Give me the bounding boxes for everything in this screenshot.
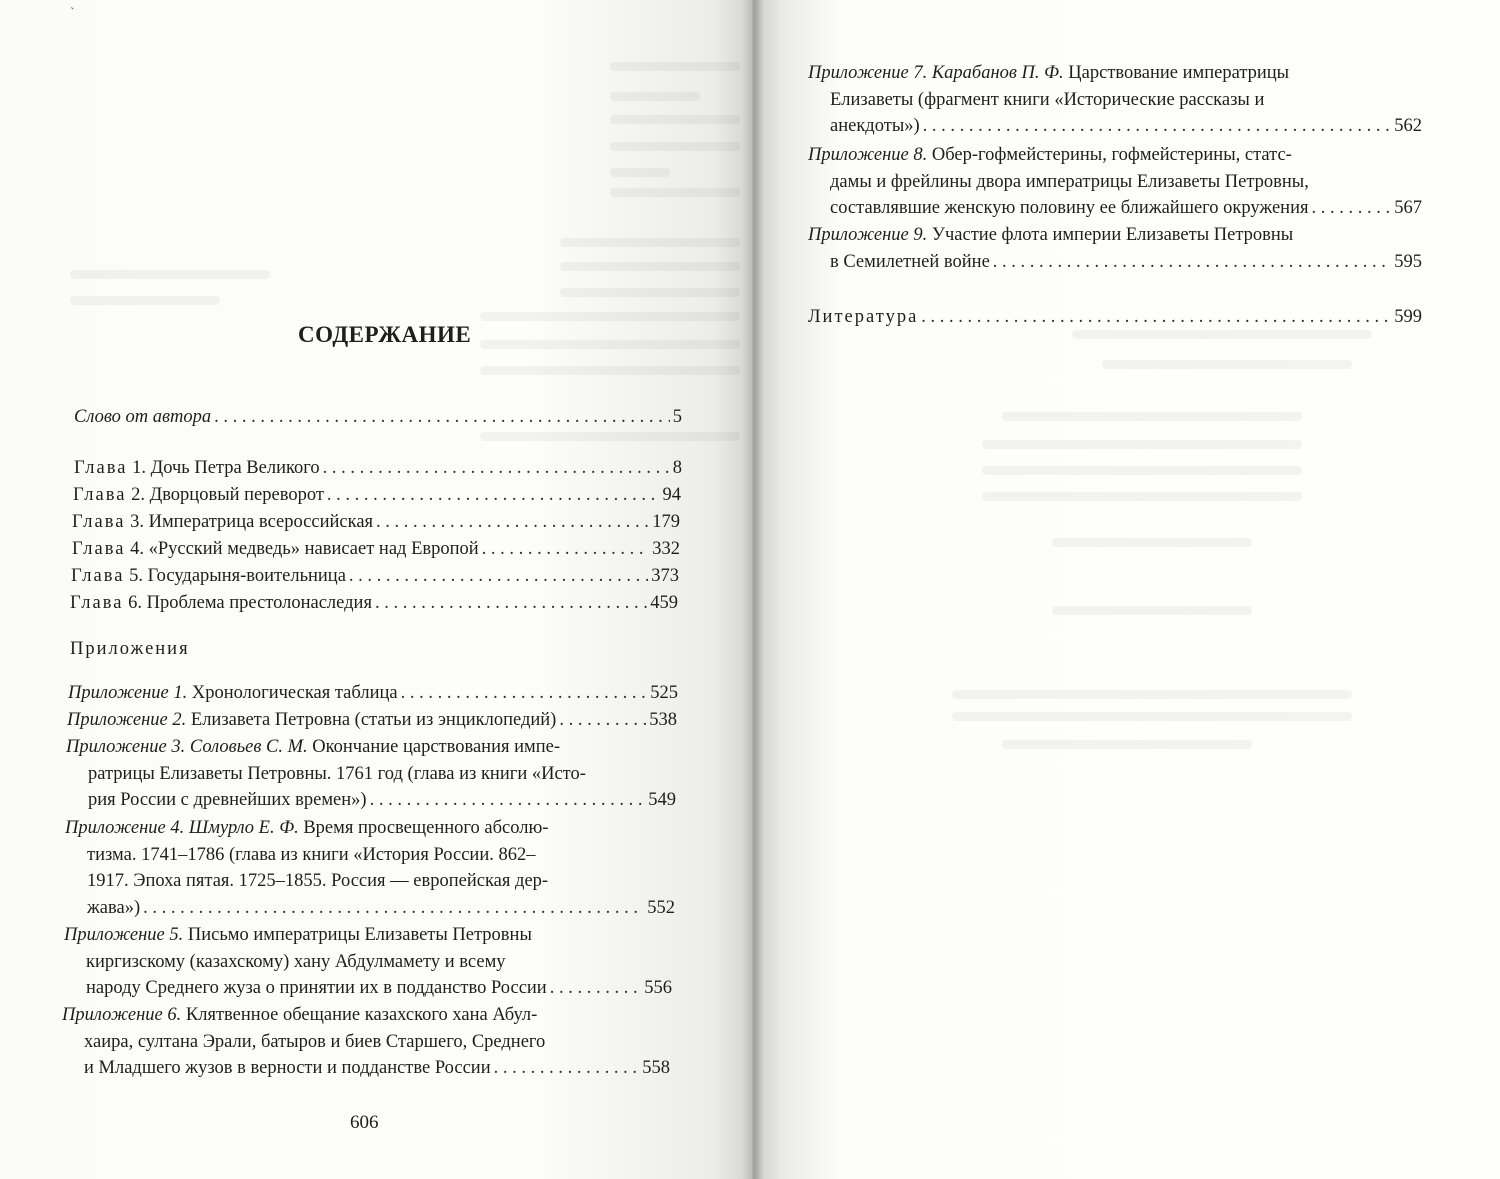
appendix-title-line: Царствование императрицы <box>1068 63 1290 83</box>
appendix-title-line: Клятвенное обещание казахского хана Абул- <box>185 1005 538 1025</box>
toc-entry-appendix-9[interactable] <box>808 222 1422 275</box>
leader-dots <box>323 455 670 482</box>
toc-entry-appendix-6[interactable] <box>62 1002 670 1082</box>
toc-entry-appendix-1[interactable] <box>68 680 678 707</box>
appendix-title: Елизавета Петровна (статьи из энциклопедий) <box>190 710 557 730</box>
toc-entry-page: 558 <box>642 1058 670 1079</box>
leader-dots <box>376 509 649 536</box>
chapter-title: Проблема престолонаследия <box>146 593 372 613</box>
toc-entry-page: 332 <box>652 539 680 559</box>
toc-entry-appendix-3[interactable] <box>66 734 676 814</box>
toc-title: СОДЕРЖАНИЕ <box>298 322 472 347</box>
chapter-number: 1. <box>132 458 146 478</box>
appendix-label: Приложение 6. <box>62 1005 182 1025</box>
chapter-label: Глава <box>72 539 126 559</box>
toc-entry-title: Литература <box>808 307 919 327</box>
toc-entry-page: 459 <box>650 593 678 613</box>
appendix-title-line: Письмо императрицы Елизаветы Петровны <box>187 925 532 945</box>
appendix-title-line: анекдоты») <box>830 116 920 137</box>
toc-entry-foreword[interactable] <box>74 404 682 431</box>
toc-entry-page: 562 <box>1394 116 1422 137</box>
chapter-title: «Русский медведь» нависает над Европой <box>148 539 479 559</box>
appendix-title-line: хаира, султана Эрали, батыров и биев Старшего, Среднего <box>84 1031 546 1052</box>
appendix-title-line: Елизаветы (фрагмент книги «Исторические рассказы и <box>830 89 1265 110</box>
leader-dots <box>327 482 660 509</box>
chapter-label: Глава <box>72 512 126 532</box>
toc-entry-page: 179 <box>652 512 680 532</box>
leader-dots <box>375 590 647 617</box>
appendix-title: Хронологическая таблица <box>191 683 398 703</box>
leader-dots <box>1311 195 1391 222</box>
appendix-title-line: в Семилетней войне <box>830 251 990 272</box>
leader-dots <box>993 249 1391 276</box>
appendix-label: Приложение 2. <box>67 710 187 730</box>
appendix-title-line: дамы и фрейлины двора императрицы Елизаветы Петровны, <box>830 171 1309 192</box>
leader-dots <box>349 563 648 590</box>
leader-dots <box>550 975 642 1002</box>
appendix-title-line: Обер-гофмейстерины, гофмейстерины, статс- <box>931 145 1292 165</box>
chapter-title: Государыня-воительница <box>147 566 346 586</box>
chapter-number: 3. <box>130 512 144 532</box>
appendix-label: Приложение 9. <box>808 225 928 245</box>
toc-entry-appendix-5[interactable] <box>64 922 672 1002</box>
appendix-title-line: Участие флота империи Елизаветы Петровны <box>931 225 1294 245</box>
toc-entry-page: 8 <box>672 458 682 478</box>
toc-entry-page: 595 <box>1394 251 1422 272</box>
appendix-title-line: киргизскому (казахскому) хану Абдулмамету и всему <box>86 951 506 972</box>
leader-dots <box>214 404 670 431</box>
appendix-title-line: жава») <box>87 898 141 919</box>
toc-entry-chapter-1[interactable] <box>74 455 682 482</box>
toc-entry-page: 567 <box>1394 198 1422 219</box>
leader-dots <box>923 113 1392 140</box>
appendices-heading: Приложения <box>70 639 190 659</box>
leader-dots <box>559 707 646 734</box>
toc-entry-page: 5 <box>672 407 682 427</box>
appendix-label: Приложение 1. <box>68 683 188 703</box>
leader-dots <box>143 895 644 922</box>
appendix-label: Приложение 8. <box>808 145 928 165</box>
appendix-title-line: 1917. Эпоха пятая. 1725–1855. Россия — европейская дер- <box>87 871 549 892</box>
toc-entry-page: 556 <box>644 978 672 999</box>
chapter-number: 6. <box>128 593 142 613</box>
toc-entry-title: Слово от автора <box>74 407 212 427</box>
leader-dots <box>921 304 1391 331</box>
chapter-label: Глава <box>70 593 124 613</box>
leader-dots <box>401 680 648 707</box>
appendix-label: Приложение 7. Карабанов П. Ф. <box>808 63 1064 83</box>
appendix-title-line: составлявшие женскую половину ее ближайшего окружения <box>830 198 1309 219</box>
scan-mark: ` <box>70 6 75 21</box>
toc-entry-appendix-8[interactable] <box>808 142 1422 222</box>
leader-dots <box>482 536 650 563</box>
chapter-label: Глава <box>74 458 128 478</box>
appendix-title-line: Окончание царствования импе- <box>312 737 560 757</box>
appendix-title-line: тизма. 1741–1786 (глава из книги «История России. 862– <box>87 844 536 865</box>
appendix-title-line: Время просвещенного абсолю- <box>303 818 549 838</box>
chapter-title: Дочь Петра Великого <box>150 458 320 478</box>
toc-entry-chapter-2[interactable] <box>73 482 681 509</box>
appendix-title-line: рия России с древнейших времен») <box>88 790 367 811</box>
page-number: 606 <box>350 1112 379 1133</box>
toc-entry-appendix-2[interactable] <box>67 707 677 734</box>
chapter-label: Глава <box>71 566 125 586</box>
chapter-number: 5. <box>129 566 143 586</box>
appendix-label: Приложение 3. Соловьев С. М. <box>66 737 308 757</box>
toc-entry-page: 525 <box>650 683 678 703</box>
appendix-title-line: ратрицы Елизаветы Петровны. 1761 год (глава из книги «Исто- <box>88 763 586 784</box>
toc-entry-page: 538 <box>649 710 677 730</box>
book-gutter <box>742 0 764 1179</box>
toc-entry-appendix-7[interactable] <box>808 60 1422 140</box>
appendix-title-line: народу Среднего жуза о принятии их в подданство России <box>86 978 547 999</box>
toc-entry-page: 552 <box>647 898 675 919</box>
toc-entry-appendix-4[interactable] <box>65 815 675 922</box>
toc-entry-chapter-6[interactable] <box>70 590 678 617</box>
right-page <box>752 0 1500 1179</box>
toc-entry-chapter-4[interactable] <box>72 536 680 563</box>
appendix-title-line: и Младшего жузов в верности и подданстве России <box>84 1058 491 1079</box>
leader-dots <box>370 787 646 814</box>
toc-entry-chapter-3[interactable] <box>72 509 680 536</box>
toc-entry-page: 599 <box>1394 307 1422 327</box>
toc-entry-page: 94 <box>662 485 681 505</box>
toc-entry-page: 549 <box>648 790 676 811</box>
chapter-number: 4. <box>130 539 144 559</box>
toc-entry-page: 373 <box>651 566 679 586</box>
toc-entry-literature[interactable] <box>808 304 1422 331</box>
chapter-label: Глава <box>73 485 127 505</box>
appendix-label: Приложение 5. <box>64 925 184 945</box>
chapter-number: 2. <box>131 485 145 505</box>
chapter-title: Дворцовый переворот <box>149 485 324 505</box>
toc-entry-chapter-5[interactable] <box>71 563 679 590</box>
appendix-label: Приложение 4. Шмурло Е. Ф. <box>65 818 299 838</box>
chapter-title: Императрица всероссийская <box>148 512 374 532</box>
leader-dots <box>494 1055 640 1082</box>
